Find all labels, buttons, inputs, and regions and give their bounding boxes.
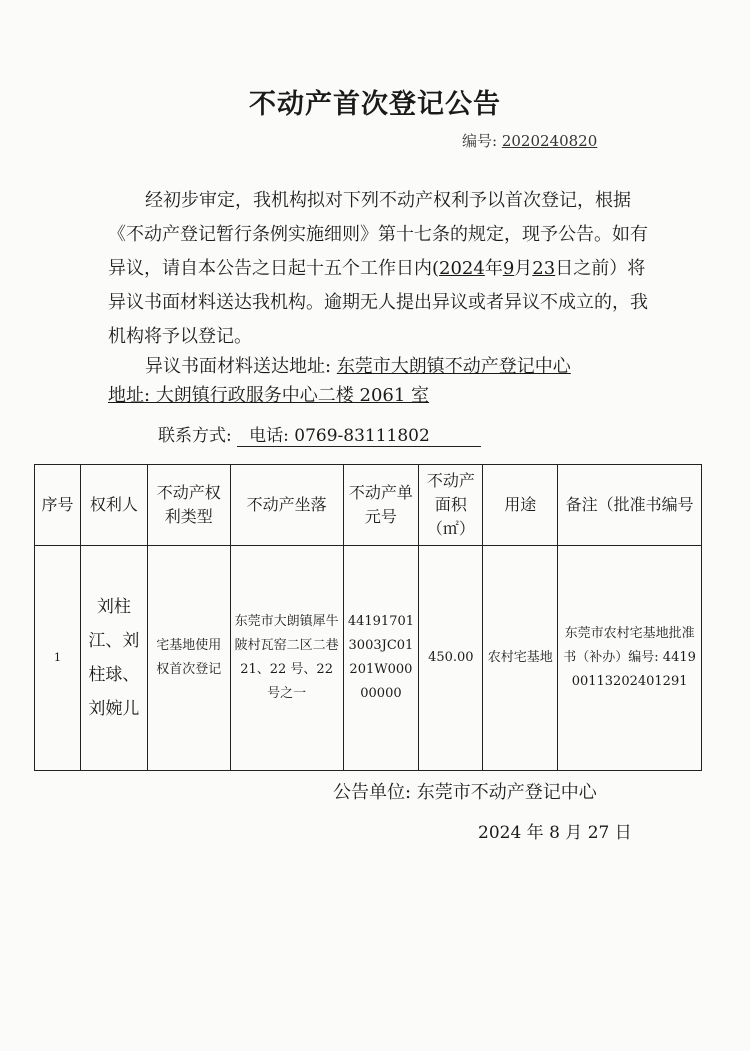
header-area: 不动产面积（㎡） <box>419 465 483 546</box>
cell-location: 东莞市大朗镇犀牛陂村瓦窑二区二巷 21、22 号、22 号之一 <box>230 546 343 771</box>
contact-phone: 电话: 0769-83111802 <box>237 421 481 447</box>
issuer-signature: 公告单位: 东莞市不动产登记中心 <box>333 782 597 803</box>
header-owner: 权利人 <box>80 465 147 546</box>
paragraph-text-d: 日之前）将异议书面材料送达我机构。逾期无人提出异议或者异议不成立的，我机构将予以登记。 <box>108 258 648 347</box>
paragraph-text-b: 年 <box>484 258 503 279</box>
header-remark: 备注（批准书编号 <box>558 465 702 546</box>
header-location: 不动产坐落 <box>230 465 343 546</box>
document-number <box>462 130 597 151</box>
objection-address <box>145 352 571 378</box>
cell-unit-no: 441917013003JC01201W00000000 <box>343 546 419 771</box>
office-address: 地址: 大朗镇行政服务中心二楼 2061 室 <box>108 385 430 406</box>
deadline-year: 2024 <box>439 258 485 279</box>
contact-label: 联系方式: <box>158 426 238 446</box>
cell-index: 1 <box>35 546 81 771</box>
cell-usage: 农村宅基地 <box>483 546 558 771</box>
cell-right-type: 宅基地使用权首次登记 <box>147 546 230 771</box>
document-number-label: 编号: <box>462 132 502 150</box>
header-index: 序号 <box>35 465 81 546</box>
cell-owner: 刘柱江、刘柱球、刘婉儿 <box>80 546 147 771</box>
deadline-day: 23 <box>532 258 556 279</box>
deadline-month: 9 <box>502 258 515 279</box>
objection-address-value: 东莞市大朗镇不动产登记中心 <box>336 356 571 377</box>
paragraph-text-a: 经初步审定，我机构拟对下列不动产权利予以首次登记，根据《不动产登记暂行条例实施细则》第十七条的规定，现予公告。如有异议，请自本公告之日起十五个工作日内( <box>108 190 648 279</box>
document-number-value: 2020240820 <box>501 132 598 150</box>
cell-remark: 东莞市农村宅基地批准书（补办）编号: 441900113202401291 <box>558 546 702 771</box>
objection-address-label: 异议书面材料送达地址: <box>145 356 332 377</box>
notice-title: 不动产首次登记公告 <box>249 89 501 120</box>
header-right-type: 不动产权利类型 <box>147 465 230 546</box>
issue-date: 2024 年 8 月 27 日 <box>478 823 632 843</box>
paragraph-text-c: 月 <box>514 258 533 279</box>
cell-area: 450.00 <box>419 546 483 771</box>
table-header-row <box>35 465 702 546</box>
contact-info <box>158 421 481 447</box>
table-row <box>35 546 702 771</box>
header-unit-no: 不动产单元号 <box>343 465 419 546</box>
notice-paragraph <box>108 184 648 354</box>
header-usage: 用途 <box>483 465 558 546</box>
registration-table <box>34 464 702 771</box>
